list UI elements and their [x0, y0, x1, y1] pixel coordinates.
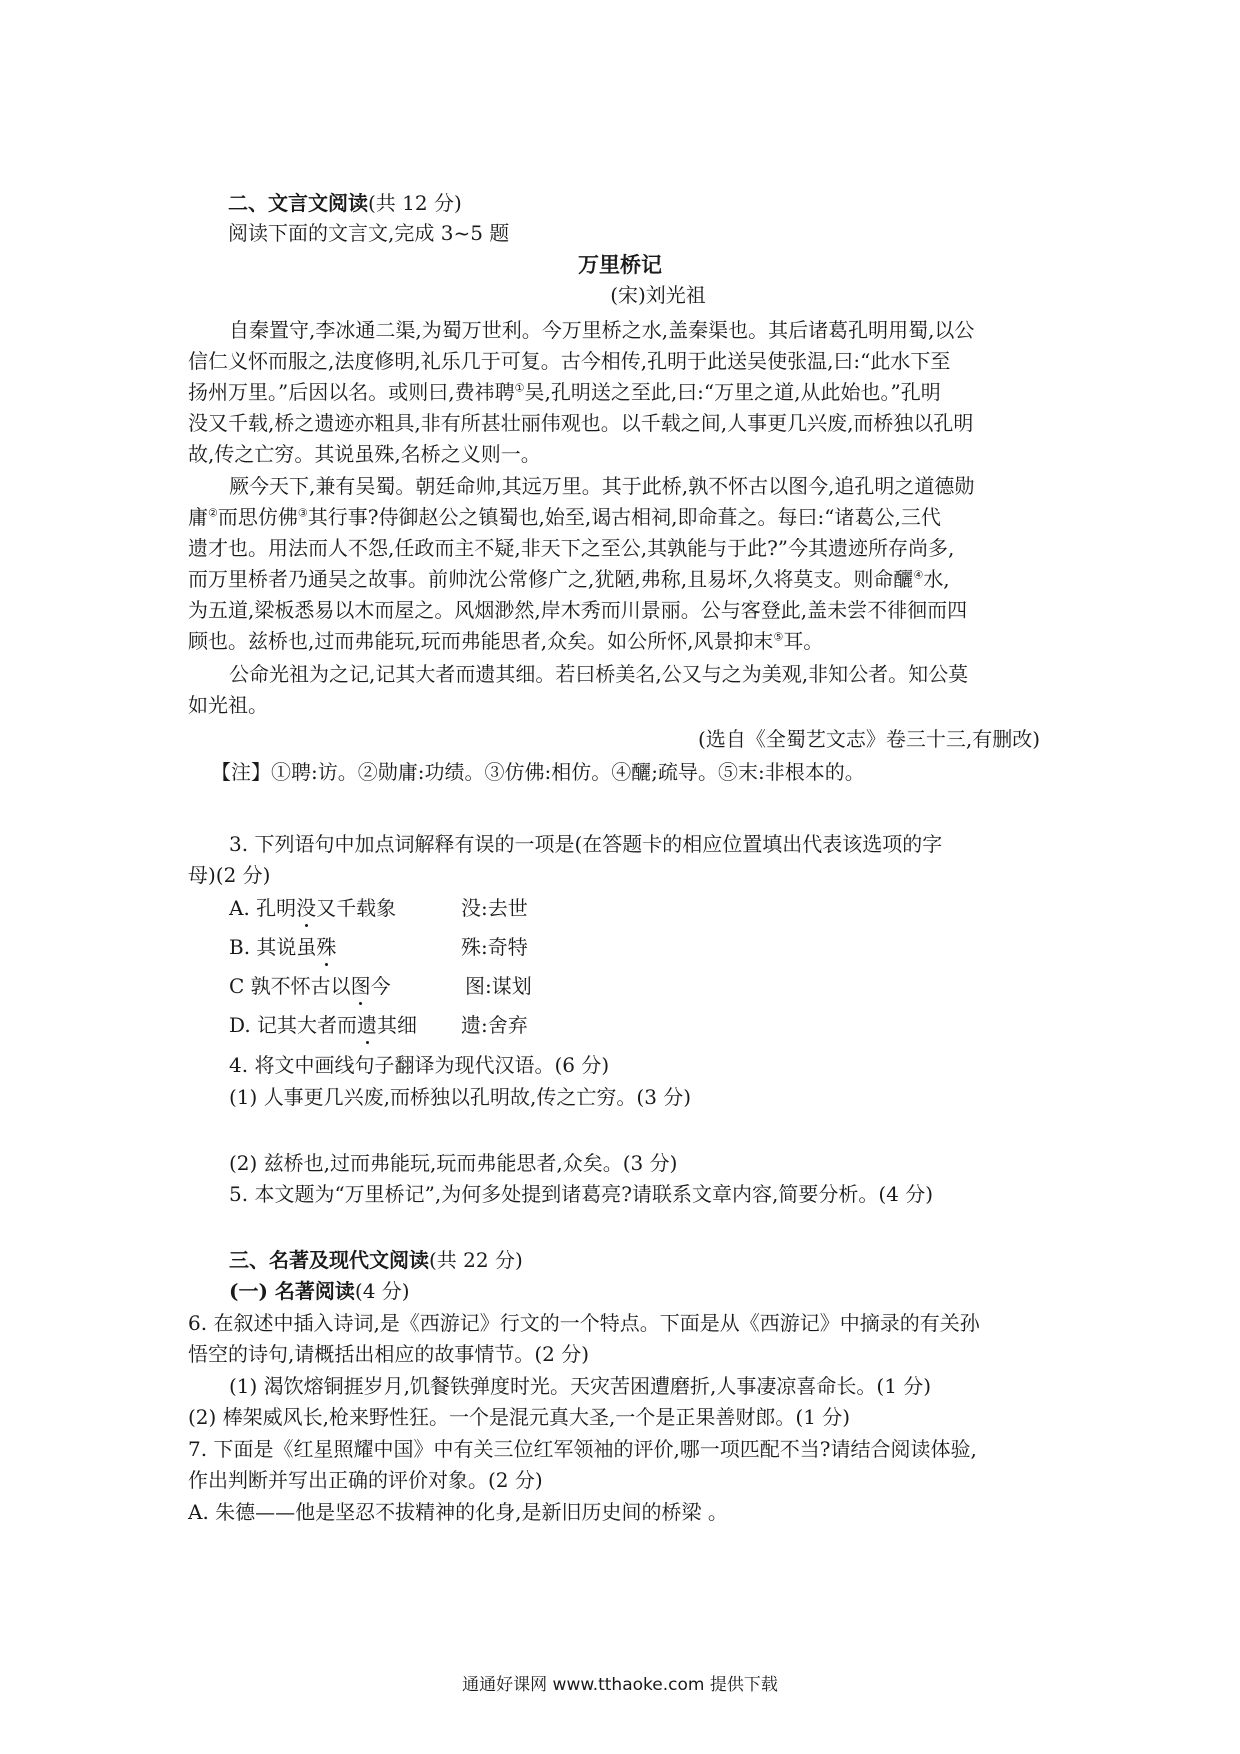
option-gloss: 图:谋划	[465, 974, 532, 998]
question-3-option-d: D. 记其大者而遗其细 遗:舍弃	[229, 1013, 528, 1037]
dotted-word: 殊	[316, 935, 337, 959]
footnote-mark: ⑤	[773, 630, 784, 644]
footnote-mark: ③	[297, 506, 308, 520]
paragraph-1-line: 信仁义怀而服之,法度修明,礼乐几于可复。古今相传,孔明于此送吴使张温,曰:“此水下至	[188, 349, 951, 373]
paragraph-2-line: 遗才也。用法而人不怨,任政而主不疑,非天下之至公,其孰能与于此?”今其遗迹所存尚多,	[188, 536, 955, 560]
section-2-heading	[228, 188, 462, 218]
option-gloss: 没:去世	[461, 896, 528, 920]
question-3-stem-cont: 母)(2 分)	[188, 863, 271, 887]
subsection-title: (一) 名著阅读	[229, 1279, 355, 1303]
paragraph-1-line: 自秦置守,李冰通二渠,为蜀万世利。今万里桥之水,盖秦渠也。其后诸葛孔明用蜀,以公	[229, 318, 975, 342]
question-6-stem-cont: 悟空的诗句,请概括出相应的故事情节。(2 分)	[188, 1342, 590, 1366]
paragraph-1-line: 扬州万里。”后因以名。或则曰,费祎聘①吴,孔明送之至此,曰:“万里之道,从此始也。”孔明	[188, 380, 941, 404]
paragraph-2-line: 而万里桥者乃通吴之故事。前帅沈公常修广之,犹陋,弗称,且易坏,久将莫支。则命釃④水,	[188, 567, 950, 591]
footnote-mark: ④	[913, 568, 924, 582]
question-3-option-c: C 孰不怀古以图今 图:谋划	[229, 974, 532, 998]
paragraph-2-line: 为五道,梁板悉易以木而屋之。风烟渺然,岸木秀而川景丽。公与客登此,盖未尝不徘徊而四	[188, 598, 968, 622]
question-3-option-a: A. 孔明没又千载象 没:去世	[229, 896, 528, 920]
paragraph-1-line: 没又千载,桥之遗迹亦粗具,非有所甚壮丽伟观也。以千载之间,人事更几兴废,而桥独以孔明	[188, 411, 974, 435]
question-3-option-b: B. 其说虽殊 殊:奇特	[229, 935, 528, 959]
section-3-title: 三、名著及现代文阅读	[229, 1248, 429, 1272]
question-6-sub-2: (2) 棒架威风长,枪来野性狂。一个是混元真大圣,一个是正果善财郎。(1 分)	[188, 1405, 851, 1429]
question-6-sub-1: (1) 渴饮熔铜捱岁月,饥餐铁弹度时光。天灾苦困遭磨折,人事凄凉喜命长。(1 分)	[229, 1374, 932, 1398]
section-2-instruction: 阅读下面的文言文,完成 3~5 题	[228, 221, 510, 245]
question-7-option-a: A. 朱德——他是坚忍不拔精神的化身,是新旧历史间的桥梁 。	[188, 1500, 728, 1524]
dotted-word: 遗	[357, 1013, 378, 1037]
question-5-stem: 5. 本文题为“万里桥记”,为何多处提到诸葛亮?请联系文章内容,简要分析。(4 分)	[229, 1182, 934, 1206]
section-3-heading	[229, 1245, 523, 1275]
subsection-points: (4 分)	[354, 1279, 410, 1303]
paragraph-2-line: 厥今天下,兼有吴蜀。朝廷命帅,其远万里。其于此桥,孰不怀古以图今,追孔明之道德勋	[229, 474, 975, 498]
question-7-stem-cont: 作出判断并写出正确的评价对象。(2 分)	[188, 1468, 543, 1492]
footnote-mark: ①	[514, 381, 525, 395]
section-2-title: 二、文言文阅读	[228, 191, 368, 215]
notes-label: 【注】	[211, 760, 271, 784]
question-6-stem: 6. 在叙述中插入诗词,是《西游记》行文的一个特点。下面是从《西游记》中摘录的有关孙	[188, 1311, 980, 1335]
paragraph-1-line: 故,传之亡穷。其说虽殊,名桥之义则一。	[188, 442, 541, 466]
section-2-points: (共 12 分)	[368, 191, 462, 215]
question-3-stem: 3. 下列语句中加点词解释有误的一项是(在答题卡的相应位置填出代表该选项的字	[229, 832, 943, 856]
question-4-sub-1: (1) 人事更几兴废,而桥独以孔明故,传之亡穷。(3 分)	[229, 1085, 692, 1109]
paragraph-3-line: 公命光祖为之记,记其大者而遗其细。若曰桥美名,公又与之为美观,非知公者。知公莫	[229, 662, 969, 686]
section-3-points: (共 22 分)	[429, 1248, 523, 1272]
question-7-stem: 7. 下面是《红星照耀中国》中有关三位红军领袖的评价,哪一项匹配不当?请结合阅读体验,	[188, 1437, 977, 1461]
article-title: 万里桥记	[578, 252, 662, 277]
article-notes	[211, 757, 865, 787]
footnote-mark: ②	[208, 506, 218, 520]
option-gloss: 遗:舍弃	[461, 1013, 528, 1037]
paragraph-2-line: 顾也。兹桥也,过而弗能玩,玩而弗能思者,众矣。如公所怀,风景抑末⑤耳。	[188, 629, 824, 653]
article-source: (选自《全蜀艺文志》卷三十三,有删改)	[698, 727, 1040, 751]
paragraph-3-line: 如光祖。	[188, 693, 268, 717]
dotted-word: 图	[350, 974, 371, 998]
notes-text: ①聘:访。②勋庸:功绩。③仿佛:相仿。④釃;疏导。⑤末:非根本的。	[271, 760, 865, 784]
question-4-stem: 4. 将文中画线句子翻译为现代汉语。(6 分)	[229, 1053, 610, 1077]
article-author: (宋)刘光祖	[610, 283, 706, 307]
section-3-subheading	[229, 1276, 410, 1306]
paragraph-2-line: 庸②而思仿佛③其行事?侍御赵公之镇蜀也,始至,谒古相祠,即命葺之。每曰:“诸葛公,三代	[188, 505, 941, 529]
question-4-sub-2: (2) 兹桥也,过而弗能玩,玩而弗能思者,众矣。(3 分)	[229, 1151, 678, 1175]
option-gloss: 殊:奇特	[461, 935, 528, 959]
page-footer: 通通好课网 www.tthaoke.com 提供下载	[462, 1675, 778, 1695]
dotted-word: 没	[296, 896, 317, 920]
